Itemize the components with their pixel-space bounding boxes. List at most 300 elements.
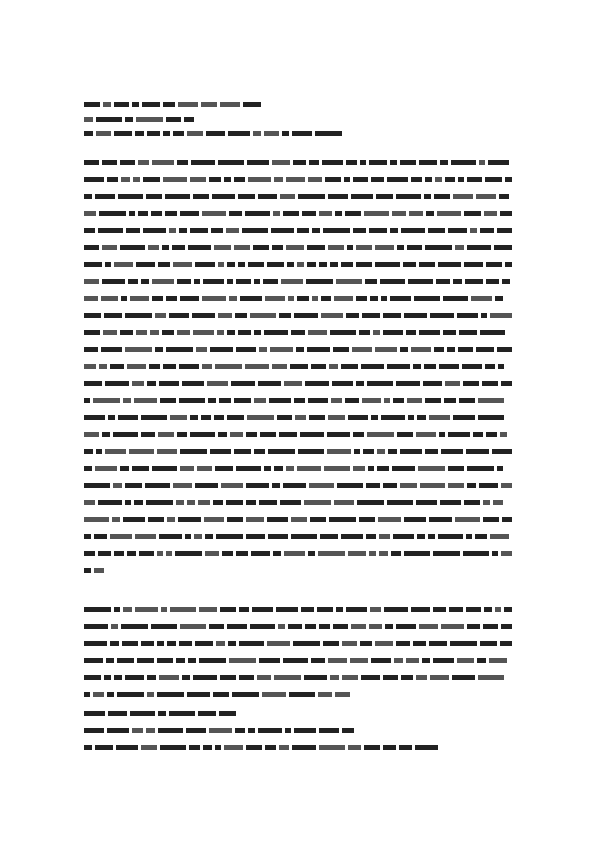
word-block: [319, 728, 339, 733]
word-block: [441, 449, 463, 454]
word-block: [397, 245, 404, 250]
word-block: [193, 194, 209, 199]
word-block: [110, 364, 124, 369]
word-block: [501, 624, 512, 629]
word-block: [321, 313, 343, 318]
word-block: [377, 466, 389, 471]
word-block: [190, 177, 206, 182]
word-block: [84, 658, 103, 663]
word-block: [159, 675, 179, 680]
word-block: [108, 711, 127, 716]
word-block: [279, 432, 297, 437]
word-block: [251, 551, 270, 556]
word-block: [298, 449, 324, 454]
word-block: [228, 131, 250, 136]
word-block: [409, 211, 423, 216]
word-block: [364, 211, 389, 216]
word-block: [401, 675, 413, 680]
word-block: [342, 728, 354, 733]
word-block: [497, 347, 512, 352]
word-block: [443, 296, 468, 301]
word-block: [84, 517, 109, 522]
word-block: [384, 398, 390, 403]
word-block: [234, 449, 251, 454]
word-block: [425, 245, 452, 250]
word-block: [293, 641, 320, 646]
word-block: [271, 228, 294, 233]
word-block: [475, 534, 487, 539]
word-block: [404, 313, 427, 318]
word-block: [297, 228, 309, 233]
word-block: [404, 517, 426, 522]
word-block: [84, 117, 93, 122]
word-block: [287, 262, 294, 267]
word-block: [273, 551, 281, 556]
word-block: [284, 551, 305, 556]
word-block: [359, 330, 370, 335]
word-block: [246, 432, 257, 437]
word-block: [254, 449, 265, 454]
word-block: [84, 500, 95, 505]
word-block: [198, 711, 216, 716]
word-block: [169, 711, 195, 716]
paragraph-line: [84, 278, 512, 284]
word-block: [258, 381, 281, 386]
word-block: [189, 745, 200, 750]
word-block: [94, 534, 107, 539]
word-block: [94, 568, 104, 573]
word-block: [438, 262, 461, 267]
word-block: [259, 500, 277, 505]
word-block: [84, 466, 92, 471]
word-block: [214, 415, 224, 420]
word-block: [356, 245, 372, 250]
word-block: [159, 534, 182, 539]
word-block: [141, 432, 155, 437]
word-block: [352, 347, 372, 352]
word-block: [438, 534, 463, 539]
word-block: [436, 279, 450, 284]
word-block: [216, 641, 225, 646]
word-block: [105, 262, 111, 267]
word-block: [366, 534, 376, 539]
word-block: [361, 675, 380, 680]
word-block: [328, 245, 344, 250]
word-block: [113, 432, 138, 437]
word-block: [394, 658, 403, 663]
word-block: [84, 160, 99, 165]
word-block: [136, 117, 163, 122]
word-block: [229, 296, 237, 301]
word-block: [210, 347, 233, 352]
word-block: [305, 381, 329, 386]
word-block: [84, 262, 102, 267]
word-block: [163, 102, 175, 107]
word-block: [387, 364, 410, 369]
word-block: [166, 117, 181, 122]
trailing-line: [84, 710, 244, 716]
word-block: [416, 500, 437, 505]
word-block: [495, 296, 503, 301]
word-block: [501, 483, 512, 488]
word-block: [135, 131, 144, 136]
word-block: [152, 160, 174, 165]
word-block: [406, 330, 416, 335]
word-block: [369, 228, 387, 233]
word-block: [483, 517, 499, 522]
word-block: [307, 262, 316, 267]
word-block: [198, 500, 210, 505]
paragraph-line: [84, 329, 512, 335]
word-block: [102, 245, 117, 250]
word-block: [435, 177, 442, 182]
word-block: [403, 262, 416, 267]
word-block: [227, 624, 247, 629]
word-block: [215, 364, 242, 369]
word-block: [277, 415, 292, 420]
word-block: [306, 279, 333, 284]
word-block: [118, 194, 143, 199]
word-block: [273, 211, 280, 216]
word-block: [176, 500, 184, 505]
word-block: [84, 432, 99, 437]
word-block: [416, 675, 427, 680]
word-block: [149, 364, 160, 369]
word-block: [238, 330, 251, 335]
word-block: [467, 177, 482, 182]
word-block: [457, 658, 474, 663]
word-block: [229, 658, 256, 663]
word-block: [238, 262, 245, 267]
word-block: [354, 449, 360, 454]
word-block: [336, 607, 343, 612]
word-block: [490, 534, 509, 539]
word-block: [284, 381, 302, 386]
word-block: [276, 607, 298, 612]
paragraph-line: [84, 674, 512, 680]
word-block: [152, 279, 174, 284]
word-block: [390, 160, 397, 165]
word-block: [445, 381, 460, 386]
word-block: [218, 432, 227, 437]
word-block: [84, 728, 104, 733]
word-block: [486, 432, 497, 437]
word-block: [209, 728, 232, 733]
trailing-line: [84, 727, 354, 733]
word-block: [348, 415, 368, 420]
word-block: [336, 279, 362, 284]
word-block: [467, 466, 494, 471]
word-block: [434, 194, 450, 199]
word-block: [301, 607, 314, 612]
word-block: [258, 194, 277, 199]
word-block: [458, 347, 473, 352]
word-block: [351, 624, 366, 629]
word-block: [157, 551, 163, 556]
word-block: [443, 330, 456, 335]
word-block: [121, 296, 127, 301]
word-block: [371, 177, 384, 182]
word-block: [308, 398, 328, 403]
word-block: [96, 131, 111, 136]
word-block: [371, 415, 378, 420]
word-block: [370, 296, 378, 301]
word-block: [359, 517, 375, 522]
word-block: [107, 692, 114, 697]
word-block: [288, 296, 294, 301]
word-block: [211, 228, 223, 233]
word-block: [424, 194, 431, 199]
word-block: [239, 675, 254, 680]
word-block: [302, 211, 316, 216]
word-block: [308, 177, 322, 182]
word-block: [105, 449, 126, 454]
word-block: [426, 211, 434, 216]
word-block: [132, 728, 143, 733]
word-block: [361, 364, 384, 369]
word-block: [179, 364, 199, 369]
word-block: [268, 449, 295, 454]
word-block: [101, 347, 122, 352]
word-block: [236, 551, 248, 556]
word-block: [283, 211, 299, 216]
word-block: [492, 449, 512, 454]
word-block: [246, 483, 269, 488]
word-block: [110, 641, 119, 646]
word-block: [122, 641, 138, 646]
word-block: [134, 500, 143, 505]
word-block: [449, 607, 463, 612]
word-block: [152, 296, 163, 301]
word-block: [319, 211, 332, 216]
word-block: [497, 466, 503, 471]
word-block: [159, 381, 179, 386]
word-block: [138, 160, 149, 165]
word-block: [311, 364, 326, 369]
word-block: [191, 160, 215, 165]
word-block: [135, 607, 158, 612]
word-block: [478, 398, 504, 403]
word-block: [440, 500, 461, 505]
word-block: [125, 675, 144, 680]
word-block: [127, 364, 146, 369]
word-block: [269, 398, 291, 403]
word-block: [371, 658, 391, 663]
paragraph-line: [84, 312, 512, 318]
word-block: [107, 728, 129, 733]
word-block: [190, 228, 208, 233]
word-block: [227, 517, 243, 522]
word-block: [291, 517, 307, 522]
word-block: [96, 117, 122, 122]
word-block: [227, 279, 233, 284]
word-block: [142, 102, 160, 107]
word-block: [186, 728, 206, 733]
word-block: [84, 228, 95, 233]
word-block: [192, 313, 215, 318]
word-block: [375, 641, 393, 646]
word-block: [219, 711, 236, 716]
word-block: [236, 466, 261, 471]
word-block: [384, 607, 408, 612]
word-block: [199, 607, 217, 612]
word-block: [84, 398, 90, 403]
word-block: [325, 177, 341, 182]
word-block: [203, 279, 224, 284]
word-block: [114, 262, 133, 267]
word-block: [193, 330, 214, 335]
word-block: [127, 551, 136, 556]
word-block: [248, 262, 264, 267]
word-block: [430, 675, 449, 680]
word-block: [180, 624, 206, 629]
word-block: [188, 245, 211, 250]
word-block: [158, 728, 183, 733]
word-block: [151, 211, 162, 216]
word-block: [324, 466, 350, 471]
word-block: [203, 745, 212, 750]
word-block: [133, 177, 140, 182]
word-block: [163, 177, 187, 182]
word-block: [188, 658, 196, 663]
word-block: [288, 624, 302, 629]
word-block: [448, 432, 470, 437]
word-block: [267, 517, 288, 522]
word-block: [84, 211, 96, 216]
word-block: [264, 330, 288, 335]
word-block: [84, 102, 100, 107]
word-block: [234, 245, 250, 250]
word-block: [235, 313, 247, 318]
word-block: [451, 160, 476, 165]
word-block: [84, 279, 99, 284]
word-block: [375, 347, 397, 352]
word-block: [84, 330, 100, 335]
word-block: [323, 641, 339, 646]
word-block: [429, 517, 452, 522]
word-block: [419, 262, 435, 267]
word-block: [84, 675, 101, 680]
word-block: [170, 415, 187, 420]
word-block: [246, 745, 262, 750]
word-block: [209, 624, 224, 629]
word-block: [158, 711, 166, 716]
word-block: [445, 177, 455, 182]
word-block: [390, 296, 411, 301]
word-block: [464, 262, 483, 267]
word-block: [180, 296, 199, 301]
word-block: [95, 745, 113, 750]
word-block: [146, 194, 162, 199]
word-block: [408, 279, 433, 284]
word-block: [450, 641, 477, 646]
word-block: [392, 466, 415, 471]
word-block: [391, 551, 401, 556]
word-block: [151, 624, 177, 629]
word-block: [120, 245, 145, 250]
word-block: [345, 211, 361, 216]
word-block: [157, 658, 173, 663]
word-block: [212, 194, 235, 199]
word-block: [328, 415, 345, 420]
word-block: [430, 313, 454, 318]
word-block: [274, 675, 301, 680]
word-block: [121, 624, 148, 629]
word-block: [428, 534, 435, 539]
word-block: [501, 381, 512, 386]
word-block: [250, 624, 275, 629]
word-block: [505, 177, 512, 182]
word-block: [334, 500, 354, 505]
word-block: [248, 728, 255, 733]
word-block: [246, 534, 265, 539]
word-block: [292, 745, 316, 750]
word-block: [378, 517, 401, 522]
word-block: [356, 381, 364, 386]
word-block: [318, 551, 345, 556]
word-block: [99, 364, 107, 369]
word-block: [494, 245, 512, 250]
word-block: [453, 415, 475, 420]
word-block: [182, 675, 190, 680]
word-block: [239, 641, 264, 646]
word-block: [480, 641, 497, 646]
word-block: [407, 245, 422, 250]
paragraph-line: [84, 397, 512, 403]
word-block: [492, 551, 498, 556]
word-block: [363, 449, 374, 454]
word-block: [173, 262, 192, 267]
word-block: [259, 347, 267, 352]
word-block: [160, 745, 186, 750]
word-block: [219, 398, 231, 403]
word-block: [320, 534, 338, 539]
word-block: [239, 607, 249, 612]
word-block: [227, 262, 235, 267]
word-block: [353, 228, 366, 233]
word-block: [135, 534, 156, 539]
paragraph-line: [84, 516, 512, 522]
word-block: [238, 194, 255, 199]
word-block: [428, 228, 445, 233]
word-block: [95, 194, 115, 199]
word-block: [311, 658, 325, 663]
paragraph-line: [84, 176, 512, 182]
word-block: [136, 330, 147, 335]
word-block: [497, 228, 512, 233]
header-line: [84, 116, 194, 122]
word-block: [333, 347, 349, 352]
word-block: [279, 313, 291, 318]
header-line: [84, 130, 344, 136]
word-block: [310, 517, 326, 522]
word-block: [125, 347, 152, 352]
word-block: [114, 131, 132, 136]
word-block: [230, 432, 243, 437]
word-block: [448, 483, 464, 488]
word-block: [177, 330, 190, 335]
word-block: [103, 330, 117, 335]
word-block: [393, 398, 404, 403]
word-block: [459, 330, 477, 335]
paragraph-line: [84, 414, 512, 420]
word-block: [396, 194, 421, 199]
word-block: [132, 381, 144, 386]
word-block: [439, 364, 459, 369]
word-block: [187, 692, 210, 697]
word-block: [486, 279, 499, 284]
word-block: [104, 675, 111, 680]
